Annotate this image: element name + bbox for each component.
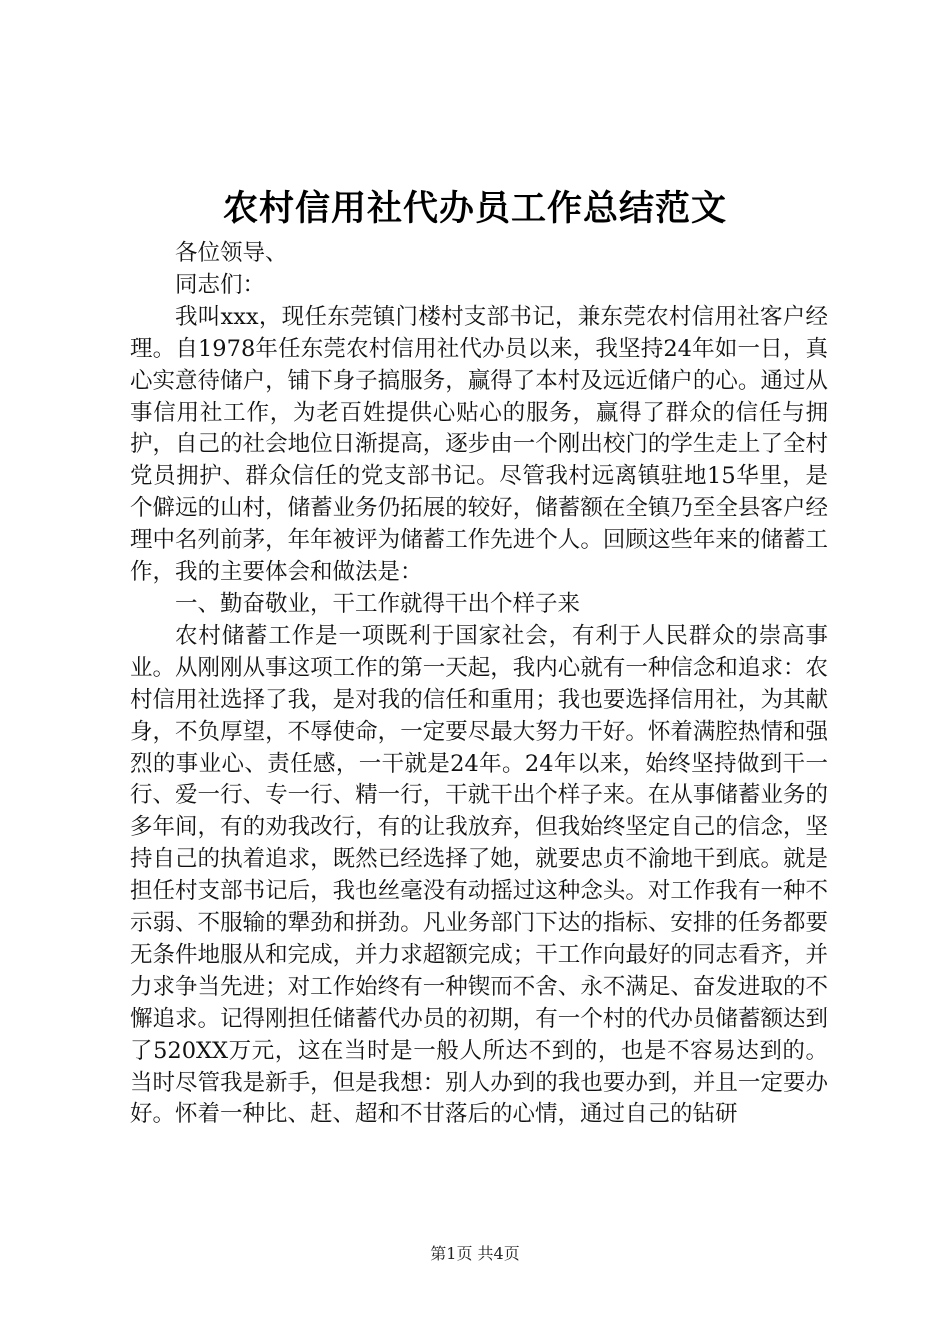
section-heading: 一、勤奋敬业，干工作就得干出个样子来 bbox=[175, 590, 581, 617]
salutation-line: 同志们： bbox=[175, 271, 266, 298]
page-number-footer: 第1页 共4页 bbox=[430, 1244, 520, 1263]
salutation-line: 各位领导、 bbox=[175, 240, 288, 266]
document-body bbox=[130, 238, 828, 1131]
body-paragraph: 我叫xxx，现任东莞镇门楼村支部书记，兼东莞农村信用社客户经理。自1978年任东莞农村信用社代办员以来，我坚持24年如一日，真心实意待储户，铺下身子搞服务，赢得了本村及远近储户的心。通过从事信用社工作，为老百姓提供心贴心的服务，赢得了群众的信任与拥护，自己的社会地位日渐提高，逐步由一个刚出校门的学生走上了全村党员拥护、群众信任的党支部书记。尽管我村远离镇驻地15华里，是个僻远的山村，储蓄业务仍拓展的较好，储蓄额在全镇乃至全县客户经理中名列前茅，年年被评为储蓄工作先进个人。回顾这些年来的储蓄工作，我的主要体会和做法是： bbox=[130, 303, 828, 586]
document-title: 农村信用社代办员工作总结范文 bbox=[222, 188, 727, 229]
body-paragraph: 农村储蓄工作是一项既利于国家社会，有利于人民群众的崇高事业。从刚刚从事这项工作的第一天起，我内心就有一种信念和追求：农村信用社选择了我，是对我的信任和重用；我也要选择信用社，为其献身，不负厚望，不辱使命，一定要尽最大努力干好。怀着满腔热情和强烈的事业心、责任感，一干就是24年。24年以来，始终坚持做到干一行、爱一行、专一行、精一行，干就干出个样子来。在从事储蓄业务的多年间，有的劝我改行，有的让我放弃，但我始终坚定自己的信念，坚持自己的执着追求，既然已经选择了她，就要忠贞不渝地干到底。就是担任村支部书记后，我也丝毫没有动摇过这种念头。对工作我有一种不示弱、不服输的犟劲和拼劲。凡业务部门下达的指标、安排的任务都要无条件地服从和完成，并力求超额完成；干工作向最好的同志看齐，并力求争当先进；对工作始终有一种锲而不舍、永不满足、奋发进取的不懈追求。记得刚担任储蓄代办员的初期，有一个村的代办员储蓄额达到了520XX万元，这在当时是一般人所达不到的，也是不容易达到的。当时尽管我是新手，但是我想：别人办到的我也要办到，并且一定要办好。怀着一种比、赶、超和不甘落后的心情，通过自己的钻研 bbox=[130, 622, 828, 1128]
